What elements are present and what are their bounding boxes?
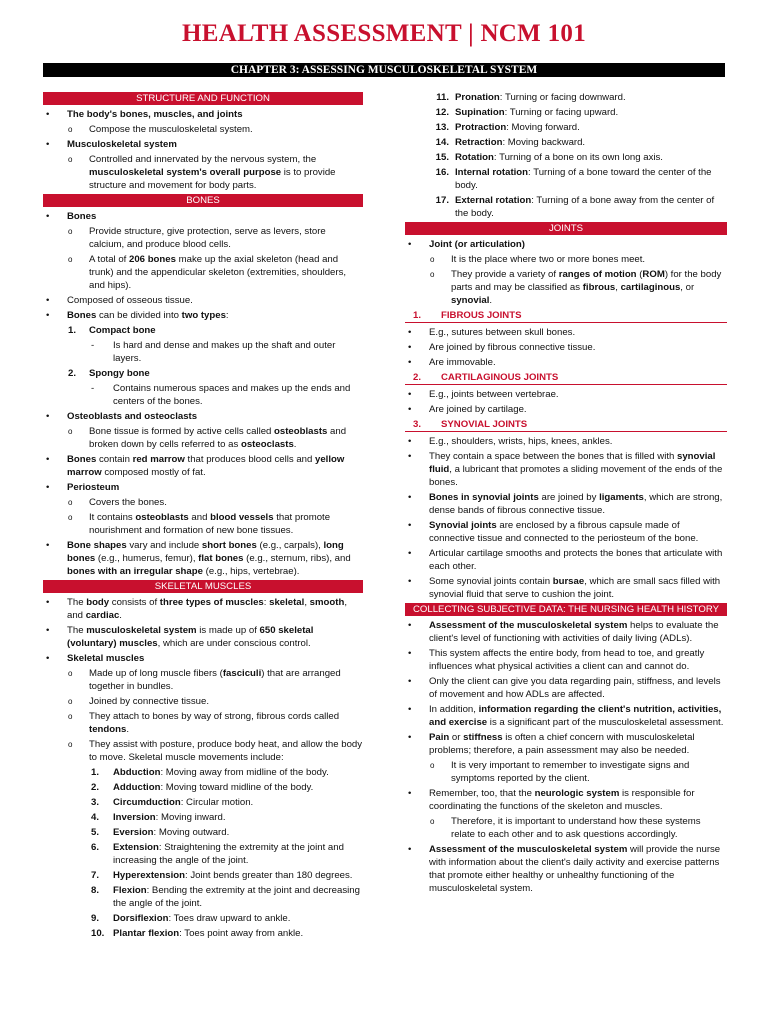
left-column: [43, 91, 363, 942]
list-item: • Osteoblasts and osteoclasts: [46, 411, 198, 422]
list-item: o It is the place where two or more bones meet.: [430, 254, 646, 265]
list-item: o Controlled and innervated by the nervous system, the musculoskeletal system's overall purpose is to provide structure and movement for body parts.: [68, 154, 336, 191]
list-item: 14. Retraction: Moving backward.: [435, 137, 586, 148]
list-item: - Is hard and dense and makes up the shaft and outer layers.: [91, 340, 336, 364]
list-item: 11. Pronation: Turning or facing downward.: [436, 92, 626, 103]
list-item: o It contains osteoblasts and blood vessels that promote nourishment and formation of new bone tissues.: [68, 512, 331, 536]
list-item: • Joint (or articulation): [408, 239, 525, 250]
list-item: o Compose the musculoskeletal system.: [68, 124, 253, 135]
list-item: 13. Protraction: Moving forward.: [435, 122, 580, 133]
section-banner: JOINTS: [405, 222, 727, 235]
list-item: • Skeletal muscles: [46, 653, 145, 664]
list-item: • Are joined by cartilage.: [408, 404, 527, 415]
list-item: • E.g., shoulders, wrists, hips, knees, ankles.: [408, 436, 613, 447]
list-item: - Contains numerous spaces and makes up the ends and centers of the bones.: [91, 383, 351, 407]
subsection-heading: 3. SYNOVIAL JOINTS: [405, 418, 727, 432]
list-item: o Bone tissue is formed by active cells called osteoblasts and broken down by cells referred to as osteoclasts.: [68, 426, 347, 450]
list-item: • The body's bones, muscles, and joints: [46, 109, 243, 120]
chapter-heading: CHAPTER 3: ASSESSING MUSCULOSKELETAL SYSTEM: [43, 63, 725, 77]
section-banner: STRUCTURE AND FUNCTION: [43, 92, 363, 105]
list-item: • Articular cartilage smooths and protects the bones that articulate with each other.: [408, 548, 723, 572]
list-item: • Periosteum: [46, 482, 120, 493]
list-item: 10. Plantar flexion: Toes point away from ankle.: [91, 928, 304, 939]
list-item: o A total of 206 bones make up the axial skeleton (head and trunk) and the appendicular skeleton (extremities, shoulders, and hips).: [68, 254, 347, 291]
list-item: • E.g., sutures between skull bones.: [408, 327, 576, 338]
list-item: • Are immovable.: [408, 357, 496, 368]
list-item: o Joined by connective tissue.: [68, 696, 209, 707]
list-item: • Assessment of the musculoskeletal system will provide the nurse with information about the client's daily activity and exercise patterns that promote either healthy or unhealthy functioning of the musculoskeletal system.: [408, 844, 721, 894]
list-item: 16. Internal rotation: Turning of a bone toward the center of the body.: [435, 167, 712, 191]
list-item: 1. Compact bone: [68, 325, 156, 336]
subsection-heading: 1. FIBROUS JOINTS: [405, 309, 727, 323]
page-title: HEALTH ASSESSMENT | NCM 101: [182, 20, 586, 47]
list-item: • This system affects the entire body, from head to toe, and greatly influences what physical activities a client can and cannot do.: [408, 648, 705, 672]
list-item: • Pain or stiffness is often a chief concern with musculoskeletal problems; therefore, a pain assessment may also be needed.: [408, 732, 695, 756]
list-item: • Bones: [46, 211, 97, 222]
list-item: o Provide structure, give protection, serve as levers, store calcium, and produce blood cells.: [68, 226, 326, 250]
list-item: o Therefore, it is important to understand how these systems relate to each other and to ask questions accordingly.: [430, 816, 701, 840]
list-item: o They attach to bones by way of strong, fibrous cords called tendons.: [68, 711, 340, 735]
list-item: o It is very important to remember to investigate signs and symptoms reported by the client.: [430, 760, 690, 784]
list-item: • Only the client can give you data regarding pain, stiffness, and levels of movement and how ADLs are affected.: [408, 676, 721, 700]
section-banner: SKELETAL MUSCLES: [43, 580, 363, 593]
list-item: • Composed of osseous tissue.: [46, 295, 193, 306]
list-item: o Covers the bones.: [68, 497, 167, 508]
list-item: 7. Hyperextension: Joint bends greater than 180 degrees.: [91, 870, 353, 881]
list-item: 9. Dorsiflexion: Toes draw upward to ankle.: [91, 913, 291, 924]
list-item: • They contain a space between the bones that is filled with synovial fluid, a lubricant that promotes a sliding movement of the ends of the bones.: [408, 451, 723, 488]
list-item: • Bones in synovial joints are joined by ligaments, which are strong, dense bands of fibrous connective tissue.: [408, 492, 723, 516]
list-item: • Bones can be divided into two types:: [46, 310, 229, 321]
list-item: • Musculoskeletal system: [46, 139, 177, 150]
list-item: o Made up of long muscle fibers (fasciculi) that are arranged together in bundles.: [68, 668, 341, 692]
list-item: 5. Eversion: Moving outward.: [91, 827, 230, 838]
list-item: 15. Rotation: Turning of a bone on its own long axis.: [435, 152, 663, 163]
list-item: • E.g., joints between vertebrae.: [408, 389, 559, 400]
right-column: [405, 91, 727, 897]
list-item: 3. Circumduction: Circular motion.: [91, 797, 254, 808]
list-item: 2. Spongy bone: [68, 368, 150, 379]
list-item: • Remember, too, that the neurologic system is responsible for coordinating the functions of the skeleton and muscles.: [408, 788, 695, 812]
list-item: • The body consists of three types of muscles: skeletal, smooth, and cardiac.: [46, 597, 347, 621]
list-item: • Some synovial joints contain bursae, which are small sacs filled with synovial fluid that serve to cushion the joint.: [408, 576, 721, 600]
list-item: • Bones contain red marrow that produces blood cells and yellow marrow composed mostly of fat.: [46, 454, 345, 478]
list-item: 17. External rotation: Turning of a bone away from the center of the body.: [435, 195, 715, 219]
list-item: o They provide a variety of ranges of motion (ROM) for the body parts and may be classified as fibrous, cartilaginous, or synovial.: [430, 269, 722, 306]
list-item: • Synovial joints are enclosed by a fibrous capsule made of connective tissue and connected to the periosteum of the bone.: [408, 520, 699, 544]
list-item: • Are joined by fibrous connective tissue.: [408, 342, 596, 353]
list-item: 2. Adduction: Moving toward midline of the body.: [91, 782, 314, 793]
list-item: 12. Supination: Turning or facing upward.: [435, 107, 619, 118]
list-item: 6. Extension: Straightening the extremity at the joint and increasing the angle of the joint.: [91, 842, 344, 866]
subsection-heading: 2. CARTILAGINOUS JOINTS: [405, 371, 727, 385]
list-item: 4. Inversion: Moving inward.: [91, 812, 226, 823]
list-item: • Assessment of the musculoskeletal system helps to evaluate the client's level of functioning with activities of daily living (ADLs).: [408, 620, 719, 644]
list-item: o They assist with posture, produce body heat, and allow the body to move. Skeletal muscle movements include:: [68, 739, 363, 763]
section-banner: COLLECTING SUBJECTIVE DATA: THE NURSING HEALTH HISTORY: [405, 603, 727, 616]
list-item: • Bone shapes vary and include short bones (e.g., carpals), long bones (e.g., humerus, femur), flat bones (e.g., sternum, ribs), and bones with an irregular shape (e.g., hips, vertebrae).: [46, 540, 351, 577]
list-item: 1. Abduction: Moving away from midline of the body.: [91, 767, 329, 778]
section-banner: BONES: [43, 194, 363, 207]
list-item: • The musculoskeletal system is made up of 650 skeletal (voluntary) muscles, which are under conscious control.: [46, 625, 314, 649]
list-item: • In addition, information regarding the client's nutrition, activities, and exercise is a significant part of the musculoskeletal assessment.: [408, 704, 724, 728]
list-item: 8. Flexion: Bending the extremity at the joint and decreasing the angle of the joint.: [91, 885, 360, 909]
